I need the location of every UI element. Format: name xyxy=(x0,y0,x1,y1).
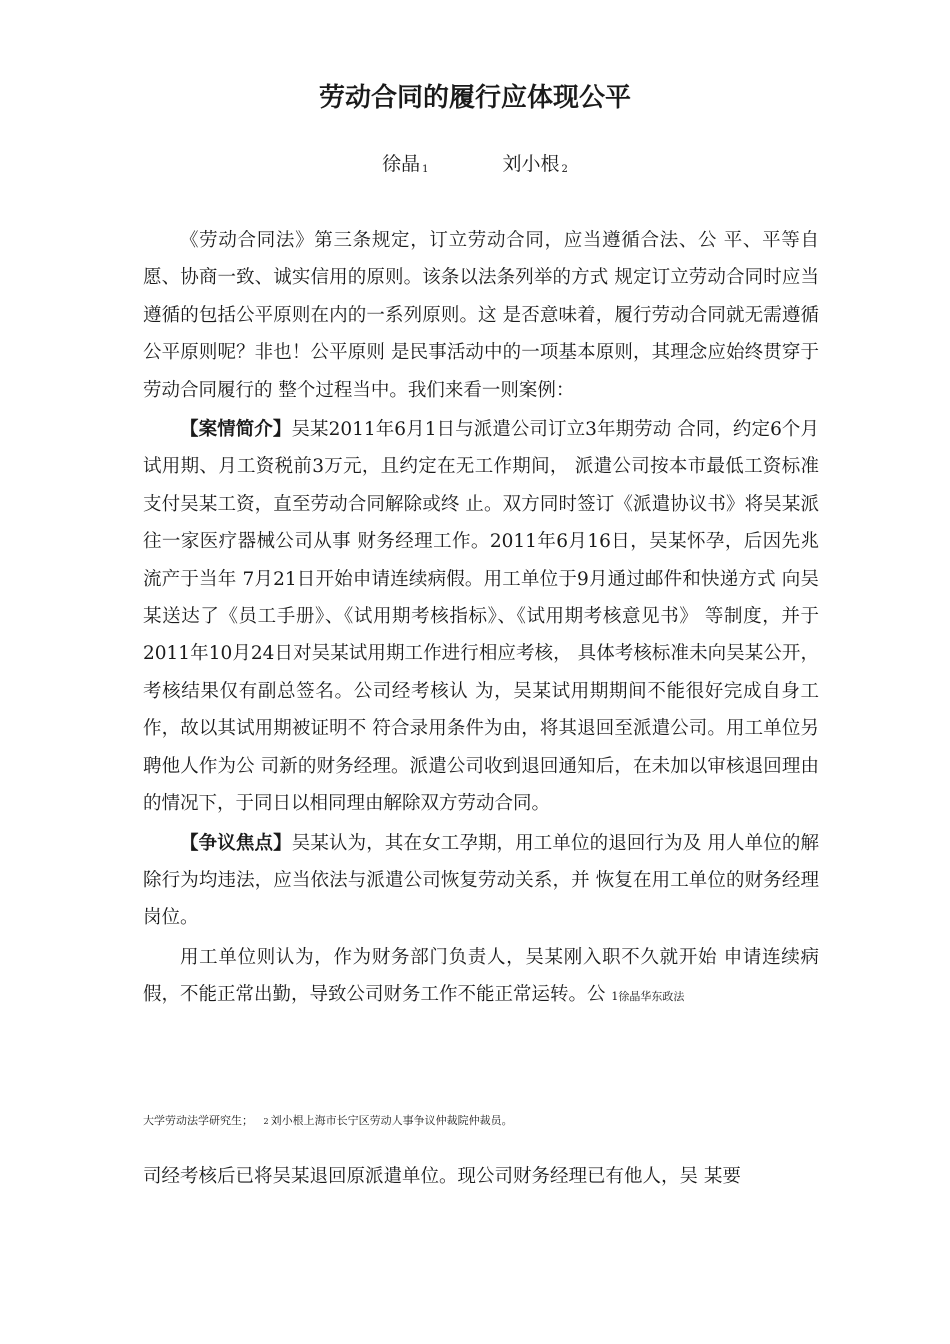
footnote-2-text: 刘小根上海市长宁区劳动人事争议仲裁院仲裁员。 xyxy=(270,1114,513,1127)
footnote-block xyxy=(143,1110,819,1133)
author-line xyxy=(0,150,950,182)
footnote-1-continuation: 大学劳动法学研究生； xyxy=(143,1114,253,1127)
dispute-heading: 【争议焦点】 xyxy=(180,832,292,854)
footnote-1-inline: 1徐晶华东政法 xyxy=(611,990,685,1004)
body-text xyxy=(143,222,819,1014)
author-2-name: 刘小根 xyxy=(502,153,560,175)
case-summary-heading: 【案情简介】 xyxy=(180,419,292,441)
document-title: 劳动合同的履行应体现公平 xyxy=(318,83,631,113)
intro-paragraph: 《劳动合同法》第三条规定，订立劳动合同，应当遵循合法、公 平、平等自愿、协商一致、诚实信用的原则。该条以法条列举的方式 规定订立劳动合同时应当遵循的包括公平原则在内的一系列原则。这 是否意味着，履行劳动合同就无需遵循公平原则呢？非也！公平原则 是民事活动中的一项基本原则，其理念应始终贯穿于劳动合同履行的 整个过程当中。我们来看一则案例： xyxy=(143,230,819,401)
employer-view-text: 用工单位则认为，作为财务部门负责人，吴某刚入职不久就开始 申请连续病假，不能正常出勤，导致公司财务工作不能正常运转。公 xyxy=(143,946,819,1006)
author-2 xyxy=(503,150,568,182)
footnote-2-mark: 2 xyxy=(263,1117,269,1126)
continuation-paragraph: 司经考核后已将吴某退回原派遣单位。现公司财务经理已有他人，吴 某要 xyxy=(143,1166,741,1187)
dispute-paragraph xyxy=(143,825,819,937)
employer-view-paragraph xyxy=(143,939,819,1014)
author-2-footnote-mark: 2 xyxy=(561,164,568,175)
author-1 xyxy=(382,150,428,182)
author-1-footnote-mark: 1 xyxy=(422,164,429,175)
case-summary-paragraph xyxy=(143,411,819,822)
dispute-text: 吴某认为，其在女工孕期，用工单位的退回行为及 用人单位的解除行为均违法，应当依法与派遣公司恢复劳动关系，并 恢复在用工单位的财务经理岗位。 xyxy=(143,832,819,929)
case-summary-text: 吴某2011年6月1日与派遣公司订立3年期劳动 合同，约定6个月试用期、月工资税前3万元，且约定在无工作期间， 派遣公司按本市最低工资标准支付吴某工资，直至劳动合同解除或终 止。双方同时签订《派遣协议书》将吴某派往一家医疗器械公司从事 财务经理工作。2011年6月16日，吴某怀孕，后因先兆流产于当年 7月21日开始申请连续病假。用工单位于9月通过邮件和快递方式 向吴某送达了《员工手册》、《试用期考核指标》、《试用期考核意见书》 等制度，并于2011年10月24日对吴某试用期工作进行相应考核， 具体考核标准未向吴某公开，考核结果仅有副总签名。公司经考核认 为，吴某试用期期间不能很好完成自身工作，故以其试用期被证明不 符合录用条件为由，将其退回至派遣公司。用工单位另聘他人作为公 司新的财务经理。派遣公司收到退回通知后，在未加以审核退回理由 的情况下，于同日以相同理由解除双方劳动合同。 xyxy=(143,419,819,815)
author-1-name: 徐晶 xyxy=(382,153,421,175)
